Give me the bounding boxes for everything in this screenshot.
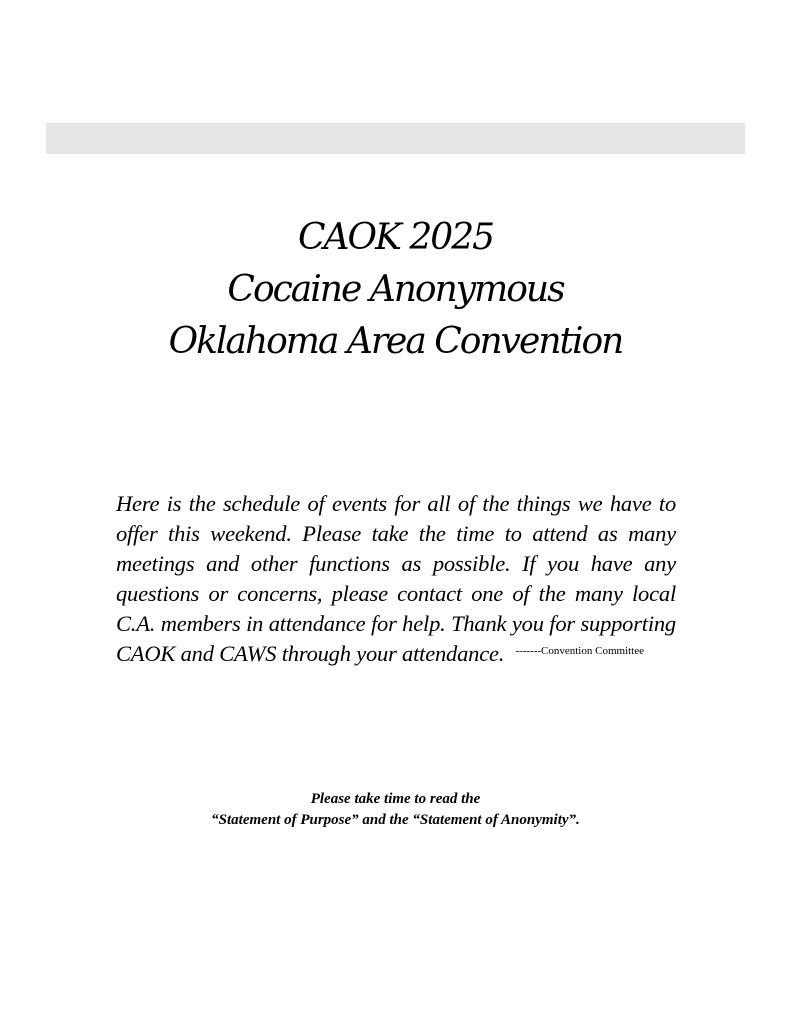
page-title	[0, 212, 791, 368]
intro-paragraph: Here is the schedule of events for all of the things we have to offer this weekend. Please take the time to attend as many meetings and other functions as possible. If you have any questions or concerns, please contact one of the many local C.A. members in attendance for help. Thank you for supporting CAOK and CAWS through your attendance.	[116, 490, 676, 666]
signature: -------Convention Committee	[515, 645, 644, 657]
reading-note	[0, 789, 791, 831]
title-line-organization: Cocaine Anonymous	[227, 269, 564, 310]
reading-note-line-2: “Statement of Purpose” and the “Statement of Anonymity”.	[211, 812, 580, 828]
title-line-convention: Oklahoma Area Convention	[168, 321, 623, 362]
title-line-event: CAOK 2025	[297, 217, 493, 258]
reading-note-line-1: Please take time to read the	[310, 791, 481, 807]
header-bar	[46, 123, 745, 154]
